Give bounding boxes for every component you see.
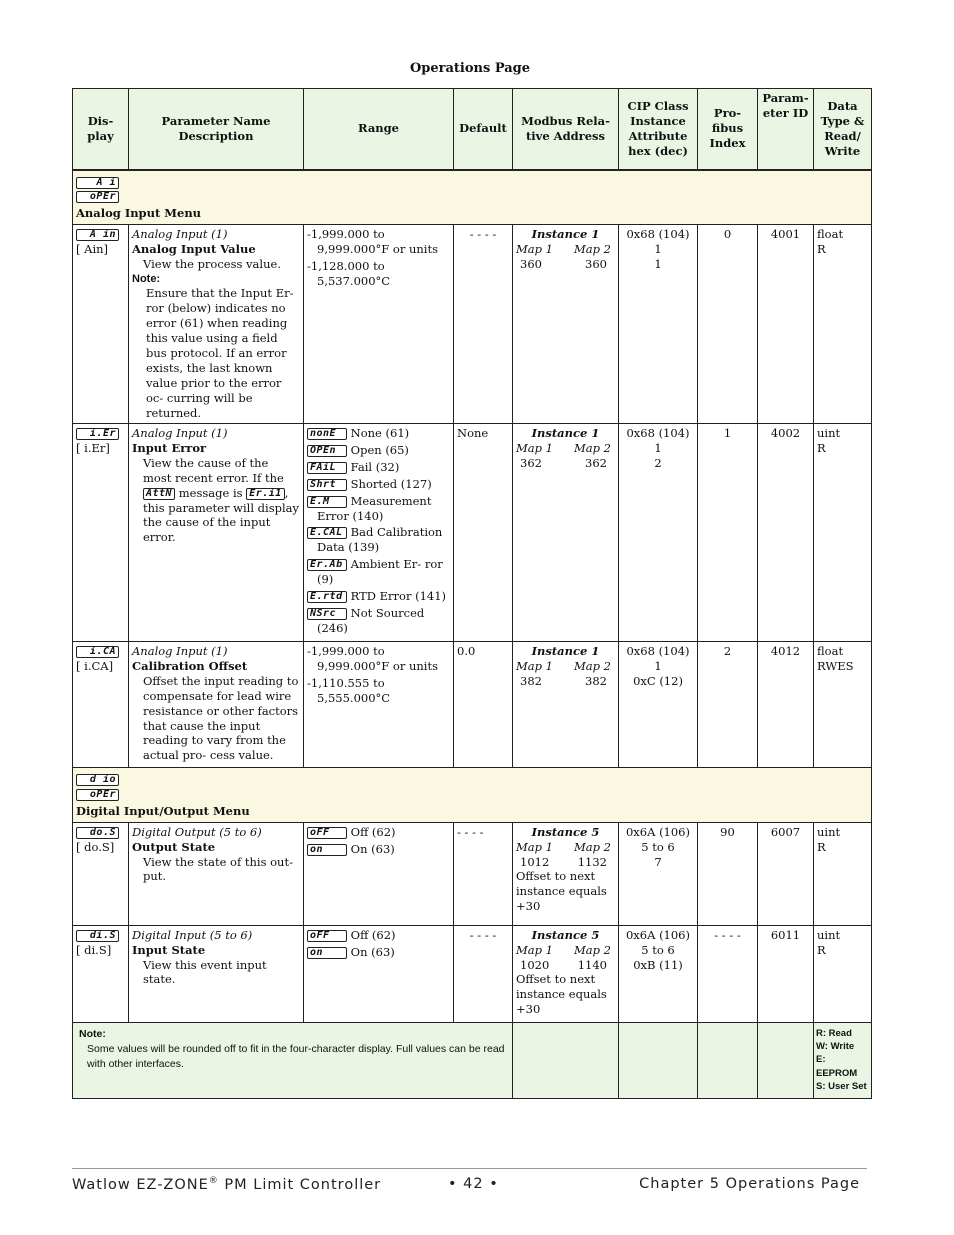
section-digital-io [73,767,872,822]
instance-label: Instance 5 [531,824,600,839]
instance-label: Instance 1 [531,227,600,242]
cip-cell [619,925,698,1022]
range-value: -1,999.000 to 9,999.000°F or units [307,227,439,257]
lcd-display-icon: NSrc [307,608,347,620]
col-header-param-id: Param- eter ID [758,89,814,170]
table-row [73,822,872,925]
legend-item: W: Write [816,1040,855,1052]
range-option: oFF Off (62) [307,928,450,943]
display-code: [ i.CA] [76,658,114,673]
default-cell: - - - - [454,225,513,424]
cip-instance: 1 [654,440,662,455]
range-option: oFF Off (62) [307,825,450,840]
lcd-display-icon: A in [76,229,119,241]
param-id-cell: 4012 [758,641,814,767]
map1-label: Map 1 [516,242,553,257]
lcd-display-icon: E.CAL [307,527,347,539]
col-header-default: Default [454,89,513,170]
profibus-cell: 2 [698,641,758,767]
note-label: Note: [132,273,161,286]
parameter-cell [129,225,304,424]
footer-product: Watlow EZ-ZONE® PM Limit Controller [72,1176,382,1193]
cip-instance: 5 to 6 [641,942,675,957]
map2-label: Map 2 [574,440,611,455]
map2-label: Map 2 [574,942,611,957]
col-header-cip: CIP Class Instance Attribute hex (dec) [619,89,698,170]
section-analog-input [73,170,872,225]
cip-attribute: 1 [654,257,662,272]
default-cell: None [454,423,513,641]
range-option: E.rtd RTD Error (141) [307,589,450,604]
range-option: on On (63) [307,945,450,960]
lcd-display-icon: on [307,947,347,959]
param-id-cell: 4001 [758,225,814,424]
range-cell [304,925,454,1022]
table-row [73,225,872,424]
param-id-cell: 6011 [758,925,814,1022]
parameter-category: Analog Input (1) [132,425,228,440]
empty-cell [513,1022,619,1098]
empty-cell [619,1022,698,1098]
display-cell [73,925,129,1022]
cip-class: 0x68 (104) [626,425,690,440]
map2-value: 1140 [577,957,607,972]
range-value: -1,999.000 to 9,999.000°F or units [307,643,439,673]
range-cell [304,423,454,641]
cip-cell [619,641,698,767]
profibus-cell: - - - - [698,925,758,1022]
cip-attribute: 0xB (11) [633,957,683,972]
map1-label: Map 1 [516,942,553,957]
section-title: Analog Input Menu [76,206,202,221]
parameter-description: View the cause of the most recent error. If the AttN message is Er.i1 , this parameter will display the cause of the input error. [143,455,299,545]
default-cell: 0.0 [454,641,513,767]
footnote-row [73,1022,872,1098]
range-option: Shrt Shorted (127) [307,477,450,492]
parameter-cell [129,925,304,1022]
display-cell [73,225,129,424]
display-cell [73,641,129,767]
display-code: [ i.Er] [76,440,110,455]
modbus-cell [513,225,619,424]
lcd-display-icon: oPEr [76,789,119,801]
footnote-text: Some values will be rounded off to fit in the four-character display. Full values can be read with other interfaces. [87,1042,505,1071]
offset-note: Offset to next instance equals +30 [516,869,607,914]
map2-label: Map 2 [574,658,611,673]
modbus-cell [513,925,619,1022]
legend-cell [814,1022,872,1098]
parameter-category: Digital Output (5 to 6) [132,824,262,839]
map2-value: 1132 [577,854,607,869]
parameter-category: Analog Input (1) [132,227,228,242]
instance-label: Instance 5 [531,927,600,942]
parameter-category: Digital Input (5 to 6) [132,927,253,942]
parameter-cell [129,423,304,641]
cip-instance: 5 to 6 [641,839,675,854]
read-write: R [817,839,826,854]
lcd-display-icon: i.CA [76,646,119,658]
range-option: FAiL Fail (32) [307,460,450,475]
footer-divider [72,1168,867,1169]
col-header-parameter: Parameter Name Description [129,89,304,170]
parameter-description: Offset the input reading to compensate for lead wire resistance or other factors that cause the input reading to vary from the actual pro- cess value. [143,673,299,763]
data-type: float [817,643,844,658]
lcd-display-icon: oFF [307,930,347,942]
default-cell: - - - - [454,925,513,1022]
parameter-name: Output State [132,839,216,854]
cip-instance: 1 [654,242,662,257]
data-type: uint [817,425,841,440]
lcd-display-icon: di.S [76,930,119,942]
map1-value: 1020 [520,957,550,972]
display-code: [ do.S] [76,839,115,854]
instance-label: Instance 1 [531,425,600,440]
lcd-display-icon: nonE [307,428,347,440]
footnote-label: Note: [79,1027,106,1040]
display-cell [73,822,129,925]
param-id-cell: 6007 [758,822,814,925]
profibus-cell: 1 [698,423,758,641]
lcd-display-icon: d io [76,774,119,786]
cip-class: 0x6A (106) [625,927,690,942]
range-option: E.M Measurement Error (140) [307,494,450,524]
lcd-display-icon: Er.i1 [246,488,285,500]
lcd-display-icon: E.M [307,496,347,508]
display-code: [ di.S] [76,942,112,957]
footnote-cell [73,1022,513,1098]
map1-value: 382 [520,673,542,688]
data-type: uint [817,927,841,942]
read-write: R [817,440,826,455]
default-cell: - - - - [454,822,513,925]
cip-cell [619,423,698,641]
footer-page-number: • 42 • [448,1176,499,1192]
map1-label: Map 1 [516,658,553,673]
range-option: E.CAL Bad Calibration Data (139) [307,525,450,555]
range-option: on On (63) [307,842,450,857]
range-option: OPEn Open (65) [307,443,450,458]
range-value: -1,128.000 to 5,537.000°C [307,259,391,289]
profibus-cell: 0 [698,225,758,424]
lcd-display-icon: E.rtd [307,591,347,603]
range-option: NSrc Not Sourced (246) [307,606,450,636]
cip-cell [619,225,698,424]
parameter-description: View the state of this out- put. [143,854,293,884]
cip-attribute: 2 [654,455,662,470]
col-header-range: Range [304,89,454,170]
legend-item: E: EEPROM [816,1054,858,1079]
parameter-name: Calibration Offset [132,658,248,673]
modbus-cell [513,423,619,641]
parameter-description: View the process value. [143,257,281,272]
col-header-display: Dis- play [73,89,129,170]
range-cell [304,822,454,925]
cip-class: 0x68 (104) [626,227,690,242]
empty-cell [698,1022,758,1098]
page-title: Operations Page [409,61,531,76]
parameter-name: Input State [132,942,206,957]
legend-item: R: Read [816,1027,852,1039]
range-option: nonE None (61) [307,426,450,441]
legend-item: S: User Set [816,1080,867,1092]
map1-value: 362 [520,455,542,470]
lcd-display-icon: AttN [143,488,175,500]
col-header-profibus: Pro- fibus Index [698,89,758,170]
parameter-name: Input Error [132,440,207,455]
lcd-display-icon: oFF [307,827,347,839]
display-cell [73,423,129,641]
lcd-display-icon: OPEn [307,445,347,457]
operations-table [72,88,872,1099]
read-write: RWES [817,658,854,673]
note-text: Ensure that the Input Er- ror (below) indicates no error (61) when reading this value using a field bus protocol. If an error exists, the last known value prior to the error oc- curring will be returned. [146,286,294,420]
lcd-display-icon: on [307,844,347,856]
page-footer [72,1176,860,1196]
table-row [73,925,872,1022]
parameter-name: Analog Input Value [132,242,256,257]
lcd-display-icon: i.Er [76,428,119,440]
cip-attribute: 7 [654,854,662,869]
col-header-modbus: Modbus Rela- tive Address [513,89,619,170]
data-type-cell [814,423,872,641]
section-title: Digital Input/Output Menu [76,803,250,818]
map2-label: Map 2 [574,839,611,854]
data-type-cell [814,925,872,1022]
map2-value: 382 [585,673,607,688]
map1-value: 360 [520,257,542,272]
modbus-cell [513,641,619,767]
data-type-cell [814,641,872,767]
map1-label: Map 1 [516,839,553,854]
map1-value: 1012 [520,854,550,869]
parameter-cell [129,641,304,767]
profibus-cell: 90 [698,822,758,925]
empty-cell [758,1022,814,1098]
map2-value: 360 [585,257,607,272]
parameter-description: View this event input state. [143,957,267,987]
range-option: Er.Ab Ambient Er- ror (9) [307,557,450,587]
range-cell [304,641,454,767]
cip-cell [619,822,698,925]
lcd-display-icon: Shrt [307,479,347,491]
header-row [73,89,872,170]
section-digital-cell [73,767,872,822]
table-row [73,641,872,767]
cip-instance: 1 [654,658,662,673]
lcd-display-icon: do.S [76,827,119,839]
lcd-display-icon: oPEr [76,191,119,203]
display-code: [ Ain] [76,242,109,257]
data-type-cell [814,822,872,925]
cip-class: 0x68 (104) [626,643,690,658]
offset-note: Offset to next instance equals +30 [516,972,607,1017]
cip-attribute: 0xC (12) [633,673,683,688]
footer-chapter: Chapter 5 Operations Page [639,1176,860,1192]
lcd-display-icon: FAiL [307,462,347,474]
data-type: float [817,227,844,242]
parameter-cell [129,822,304,925]
range-cell [304,225,454,424]
lcd-display-icon: Er.Ab [307,559,347,571]
instance-label: Instance 1 [531,643,600,658]
range-value: -1,110.555 to 5,555.000°C [307,675,391,705]
modbus-cell [513,822,619,925]
map1-label: Map 1 [516,440,553,455]
section-analog-cell [73,170,872,225]
param-id-cell: 4002 [758,423,814,641]
cip-class: 0x6A (106) [625,824,690,839]
data-type-cell [814,225,872,424]
read-write: R [817,942,826,957]
map2-value: 362 [585,455,607,470]
map2-label: Map 2 [574,242,611,257]
col-header-data-type: Data Type & Read/ Write [814,89,872,170]
table-row [73,423,872,641]
read-write: R [817,242,826,257]
lcd-display-icon: A i [76,177,119,189]
data-type: uint [817,824,841,839]
parameter-category: Analog Input (1) [132,643,228,658]
